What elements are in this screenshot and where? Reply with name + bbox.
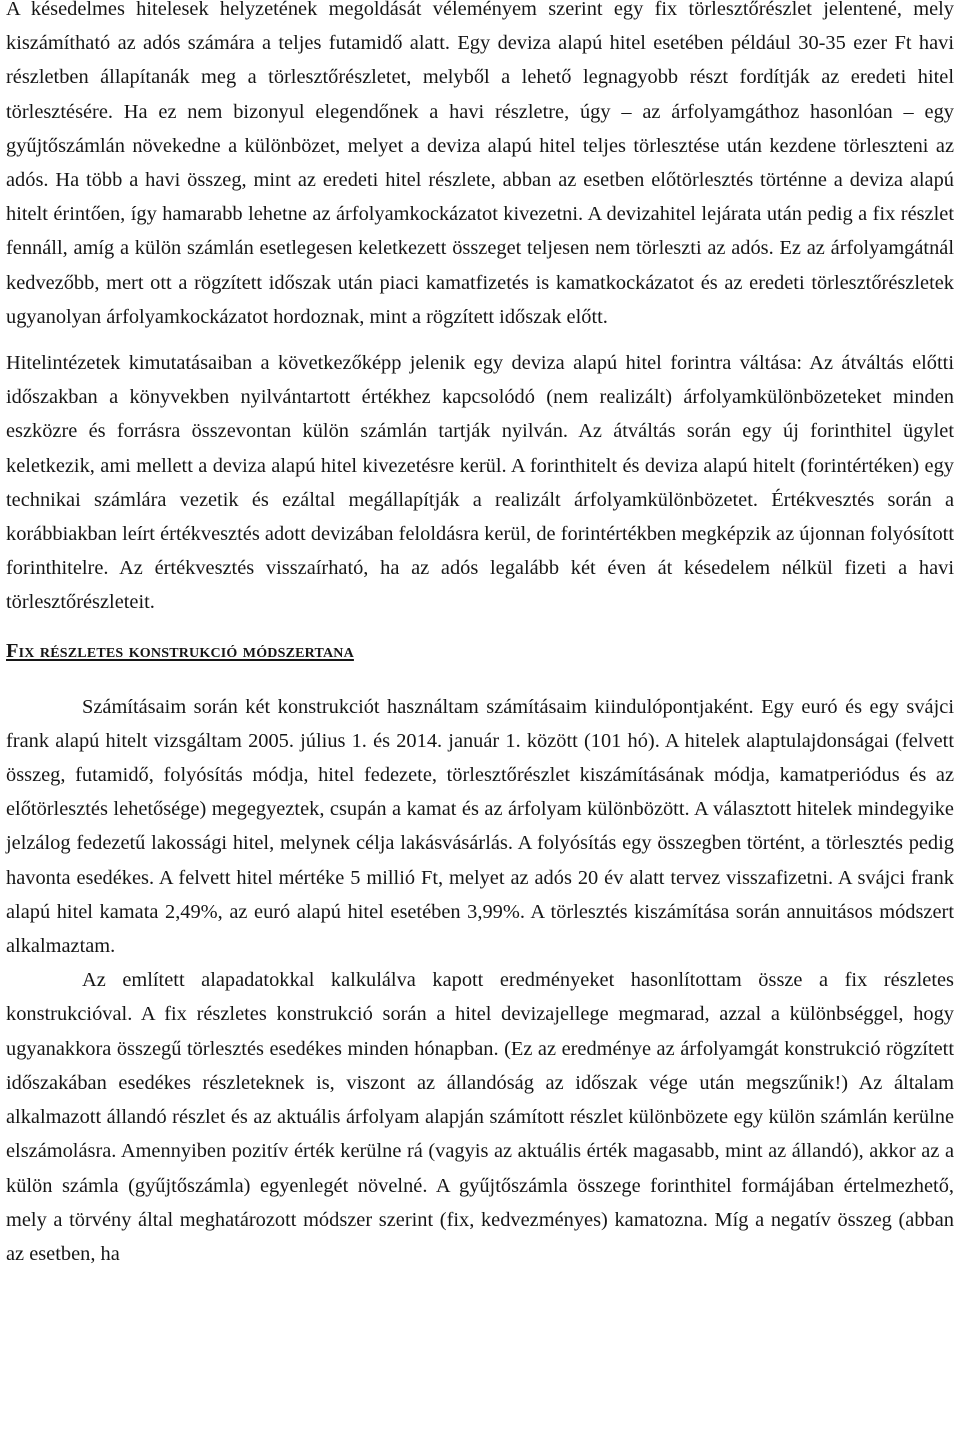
document-page — [6, 0, 954, 1271]
paragraph-calculation-basis: Számításaim során két konstrukciót használtam számításaim kiindulópontjaként. Egy euró és egy svájci frank alapú hitelt vizsgáltam 2005. július 1. és 2014. január 1. között (101 hó). A hitelek alaptulajdonságai (felvett összeg, futamidő, folyósítás módja, hitel fedezete, törlesztőrészlet kiszámításának módja, kamatperiódus és az előtörlesztés lehetősége) megegyeztek, csupán a kamat és az árfolyam különbözött. A választott hitelek mindegyike jelzálog fedezetű lakossági hitel, melynek célja lakásvásárlás. A folyósítás egy összegben történt, a törlesztés pedig havonta esedékes. A felvett hitel mértéke 5 millió Ft, melyet az adós 20 év alatt tervez visszafizetni. A svájci frank alapú hitel kamata 2,49%, az euró alapú hitel esetében 3,99%. A törlesztés kiszámítása során annuitásos módszert alkalmaztam. — [6, 695, 954, 958]
paragraph-fixed-construction-comparison: Az említett alapadatokkal kalkulálva kapott eredményeket hasonlítottam össze a fix részletes konstrukcióval. A fix részletes konstrukció során a hitel devizajellege megmarad, azzal a különbséggel, hogy ugyanakkora összegű törlesztés esedékes minden hónapban. (Ez az eredménye az árfolyamgát konstrukció rögzített időszakában esedékes részleteknek is, viszont az állandóság az időszak vége után megszűnik!) Az általam alkalmazott állandó részlet és az aktuális árfolyam alapján számított részlet különbözete egy külön számlán kerülne elszámolásra. Amennyiben pozitív érték kerülne rá (vagyis az aktuális érték magasabb, mint az állandó), akkor az a külön számla (gyűjtőszámla) egyenlegét növelné. A gyűjtőszámla összege forinthitel formájában értelmezhető, mely a törvény által meghatározott módszer szerint (fix, kedvezményes) kamatozna. Míg a negatív összeg (abban az esetben, ha — [6, 969, 954, 1265]
paragraph-bank-records-conversion: Hitelintézetek kimutatásaiban a következőképp jelenik egy deviza alapú hitel forintra váltása: Az átváltás előtti időszakban a könyvekben nyilvántartott értékhez kapcsolódó (nem realizált) árfolyamkülönbözeteket minden eszközre és forrásra összevontan külön számlán tartják nyilván. Az átváltás során egy új forinthitel ügylet keletkezik, ami mellett a deviza alapú hitel kivezetésre kerül. A forinthitelt és deviza alapú hitelt (forintértéken) egy technikai számlára vezetik és ezáltal megállapítják a realizált árfolyamkülönbözetet. Értékvesztés során a korábbiakban leírt értékvesztés adott devizában feloldásra kerül, de forintértékben megképzik az újonnan folyósított forinthitelre. Az értékvesztés visszaírható, ha az adós legalább két éven át késedelem nélkül fizeti a havi törlesztőrészleteit. — [6, 352, 954, 614]
paragraph-fixed-installment-proposal: A késedelmes hitelesek helyzetének megoldását véleményem szerint egy fix törlesztőrészlet jelentené, mely kiszámítható az adós számára a teljes futamidő alatt. Egy deviza alapú hitel esetében például 30-35 ezer Ft havi részletben állapítanák meg a törlesztőrészletet, melyből a lehető legnagyobb részt fordítják az eredeti hitel törlesztésére. Ha ez nem bizonyul elegendőnek a havi részletre, úgy – az árfolyamgáthoz hasonlóan – egy gyűjtőszámlán növekedne a különbözet, melyet a deviza alapú hitel teljes törlesztése után kezdene törleszteni az adós. Ha több a havi összeg, mint az eredeti hitel részlete, abban az esetben előtörlesztés történne a deviza alapú hitelt érintően, így hamarabb lehetne az árfolyamkockázatot kivezetni. A devizahitel lejárata után pedig a fix részlet fennáll, amíg a külön számlán esetlegesen keletkezett összeget teljesen nem törleszti az adós. Ez az árfolyamgátnál kedvezőbb, mert ott a rögzített időszak után piaci kamatfizetés is kamatkockázatot és az eredeti törlesztőrészletek ugyanolyan árfolyamkockázatot hordoznak, mint a rögzített időszak előtt. — [6, 0, 954, 328]
section-heading: Fix részletes konstrukció módszertana — [6, 639, 354, 662]
